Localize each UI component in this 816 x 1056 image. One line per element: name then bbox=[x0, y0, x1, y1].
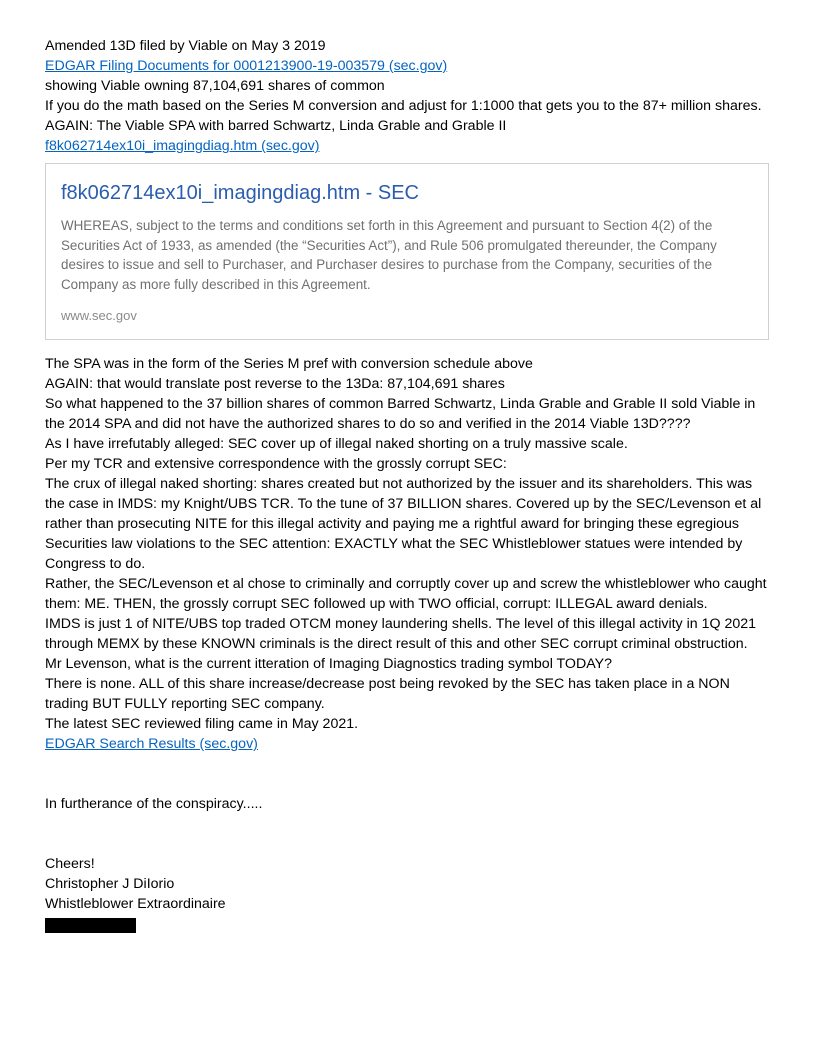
body-paragraph-6: The crux of illegal naked shorting: shares created but not authorized by the issuer and its shareholders. This was the case in IMDS: my Knight/UBS TCR. To the tune of 37 BILLION shares. Covered up by the SEC/Levenson et al rather than prosecuting NITE for this illegal activity and paying me a rightful award for bringing these egregious Securities law violations to the SEC attention: EXACTLY what the SEC Whistleblower statues were intended by Congress to do. bbox=[45, 476, 762, 572]
body-paragraph-12: In furtherance of the conspiracy..... bbox=[45, 796, 263, 812]
body-paragraph-11: The latest SEC reviewed filing came in May 2021. bbox=[45, 716, 359, 732]
blank-spacer bbox=[45, 814, 775, 854]
body-paragraph-9: Mr Levenson, what is the current itteration of Imaging Diagnostics trading symbol TODAY? bbox=[45, 656, 612, 672]
preview-card-title[interactable]: f8k062714ex10i_imagingdiag.htm - SEC bbox=[61, 182, 419, 204]
edgar-search-link[interactable]: EDGAR Search Results (sec.gov) bbox=[45, 736, 258, 752]
preview-card-description: WHEREAS, subject to the terms and conditions set forth in this Agreement and pursuant to Section 4(2) of the Securities Act of 1933, as amended (the “Securities Act”), and Rule 506 promulgated thereunder, the Company desires to issue and sell to Purchaser, and Purchaser desires to purchase from the Company, securities of the Company as more fully described in this Agreement. bbox=[61, 218, 717, 292]
body-paragraph-2: AGAIN: that would translate post reverse to the 13Da: 87,104,691 shares bbox=[45, 376, 505, 392]
link-preview-card[interactable] bbox=[45, 163, 769, 340]
body-paragraph-5: Per my TCR and extensive correspondence with the grossly corrupt SEC: bbox=[45, 456, 507, 472]
redaction-bar bbox=[45, 918, 136, 933]
intro-line-math: If you do the math based on the Series M conversion and adjust for 1:1000 that gets you to the 87+ million shares. bbox=[45, 98, 762, 114]
preview-card-domain: www.sec.gov bbox=[61, 308, 137, 323]
intro-line-filing: Amended 13D filed by Viable on May 3 2019 bbox=[45, 38, 326, 54]
edgar-filing-link[interactable]: EDGAR Filing Documents for 0001213900-19-003579 (sec.gov) bbox=[45, 58, 448, 74]
signature-closing: Cheers! bbox=[45, 856, 95, 872]
blank-spacer bbox=[45, 754, 775, 794]
body-paragraph-1: The SPA was in the form of the Series M pref with conversion schedule above bbox=[45, 356, 533, 372]
intro-line-spa: AGAIN: The Viable SPA with barred Schwartz, Linda Grable and Grable II bbox=[45, 118, 507, 134]
body-paragraph-7: Rather, the SEC/Levenson et al chose to criminally and corruptly cover up and screw the whistleblower who caught them: ME. THEN, the grossly corrupt SEC followed up with TWO official, corrupt: ILLEGAL award denials. bbox=[45, 576, 767, 612]
body-paragraph-8: IMDS is just 1 of NITE/UBS top traded OTCM money laundering shells. The level of this illegal activity in 1Q 2021 through MEMX by these KNOWN criminals is the direct result of this and other SEC corrupt criminal obstruction. bbox=[45, 616, 757, 652]
intro-line-ownership: showing Viable owning 87,104,691 shares of common bbox=[45, 78, 385, 94]
signature-title: Whistleblower Extraordinaire bbox=[45, 896, 226, 912]
email-body bbox=[45, 36, 775, 933]
body-paragraph-3: So what happened to the 37 billion shares of common Barred Schwartz, Linda Grable and Grable II sold Viable in the 2014 SPA and did not have the authorized shares to do so and verified in the 2014 Viable 13D???? bbox=[45, 396, 756, 432]
signature-name: Christopher J DiIorio bbox=[45, 876, 175, 892]
body-paragraph-10: There is none. ALL of this share increase/decrease post being revoked by the SEC has taken place in a NON trading BUT FULLY reporting SEC company. bbox=[45, 676, 730, 712]
spa-document-link[interactable]: f8k062714ex10i_imagingdiag.htm (sec.gov) bbox=[45, 138, 320, 154]
body-paragraph-4: As I have irrefutably alleged: SEC cover up of illegal naked shorting on a truly massive scale. bbox=[45, 436, 628, 452]
